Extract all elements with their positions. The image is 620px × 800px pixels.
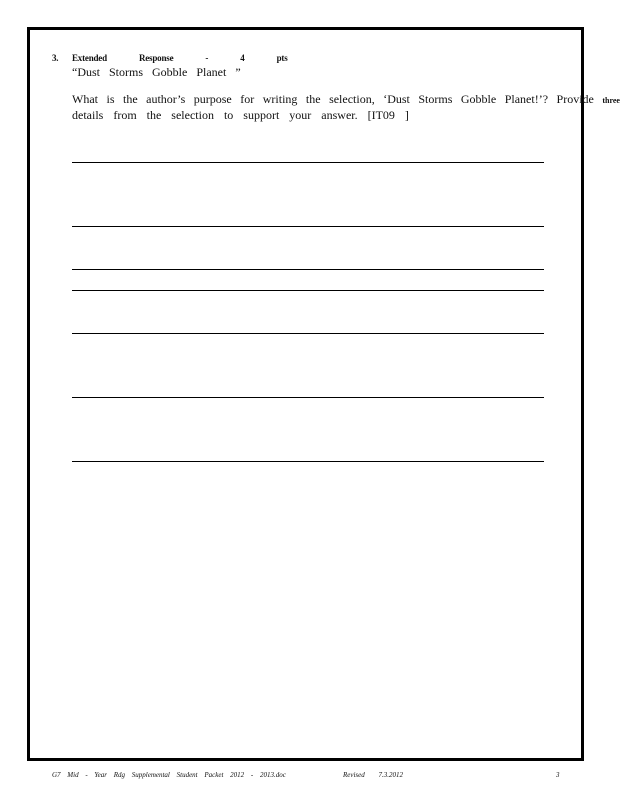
- footer-filename: G7 Mid - Year Rdg Supplemental Student Packet 2012 - 2013.doc: [52, 771, 286, 779]
- question-title: “Dust Storms Gobble Planet ”: [72, 65, 241, 79]
- answer-line[interactable]: [72, 333, 544, 334]
- prompt-emphasis: three: [602, 96, 620, 105]
- answer-line[interactable]: [72, 162, 544, 163]
- answer-line[interactable]: [72, 397, 544, 398]
- prompt-line-2: details from the selection to support your answer. [IT09 ]: [72, 108, 409, 122]
- answer-line[interactable]: [72, 461, 544, 462]
- question-number: 3.: [52, 53, 59, 63]
- prompt-line-1-text: What is the author’s purpose for writing the selection, ‘Dust Storms Gobble Planet!’? Provide: [72, 92, 594, 106]
- answer-line[interactable]: [72, 269, 544, 270]
- answer-line[interactable]: [72, 290, 544, 291]
- page-border: [27, 27, 584, 761]
- answer-line[interactable]: [72, 226, 544, 227]
- question-type-label: Extended Response - 4 pts: [72, 53, 288, 63]
- prompt-line-1: [72, 92, 620, 108]
- footer-page-number: 3: [556, 771, 560, 779]
- question-prompt: [72, 92, 620, 122]
- footer-revised: Revised 7.3.2012: [343, 771, 404, 779]
